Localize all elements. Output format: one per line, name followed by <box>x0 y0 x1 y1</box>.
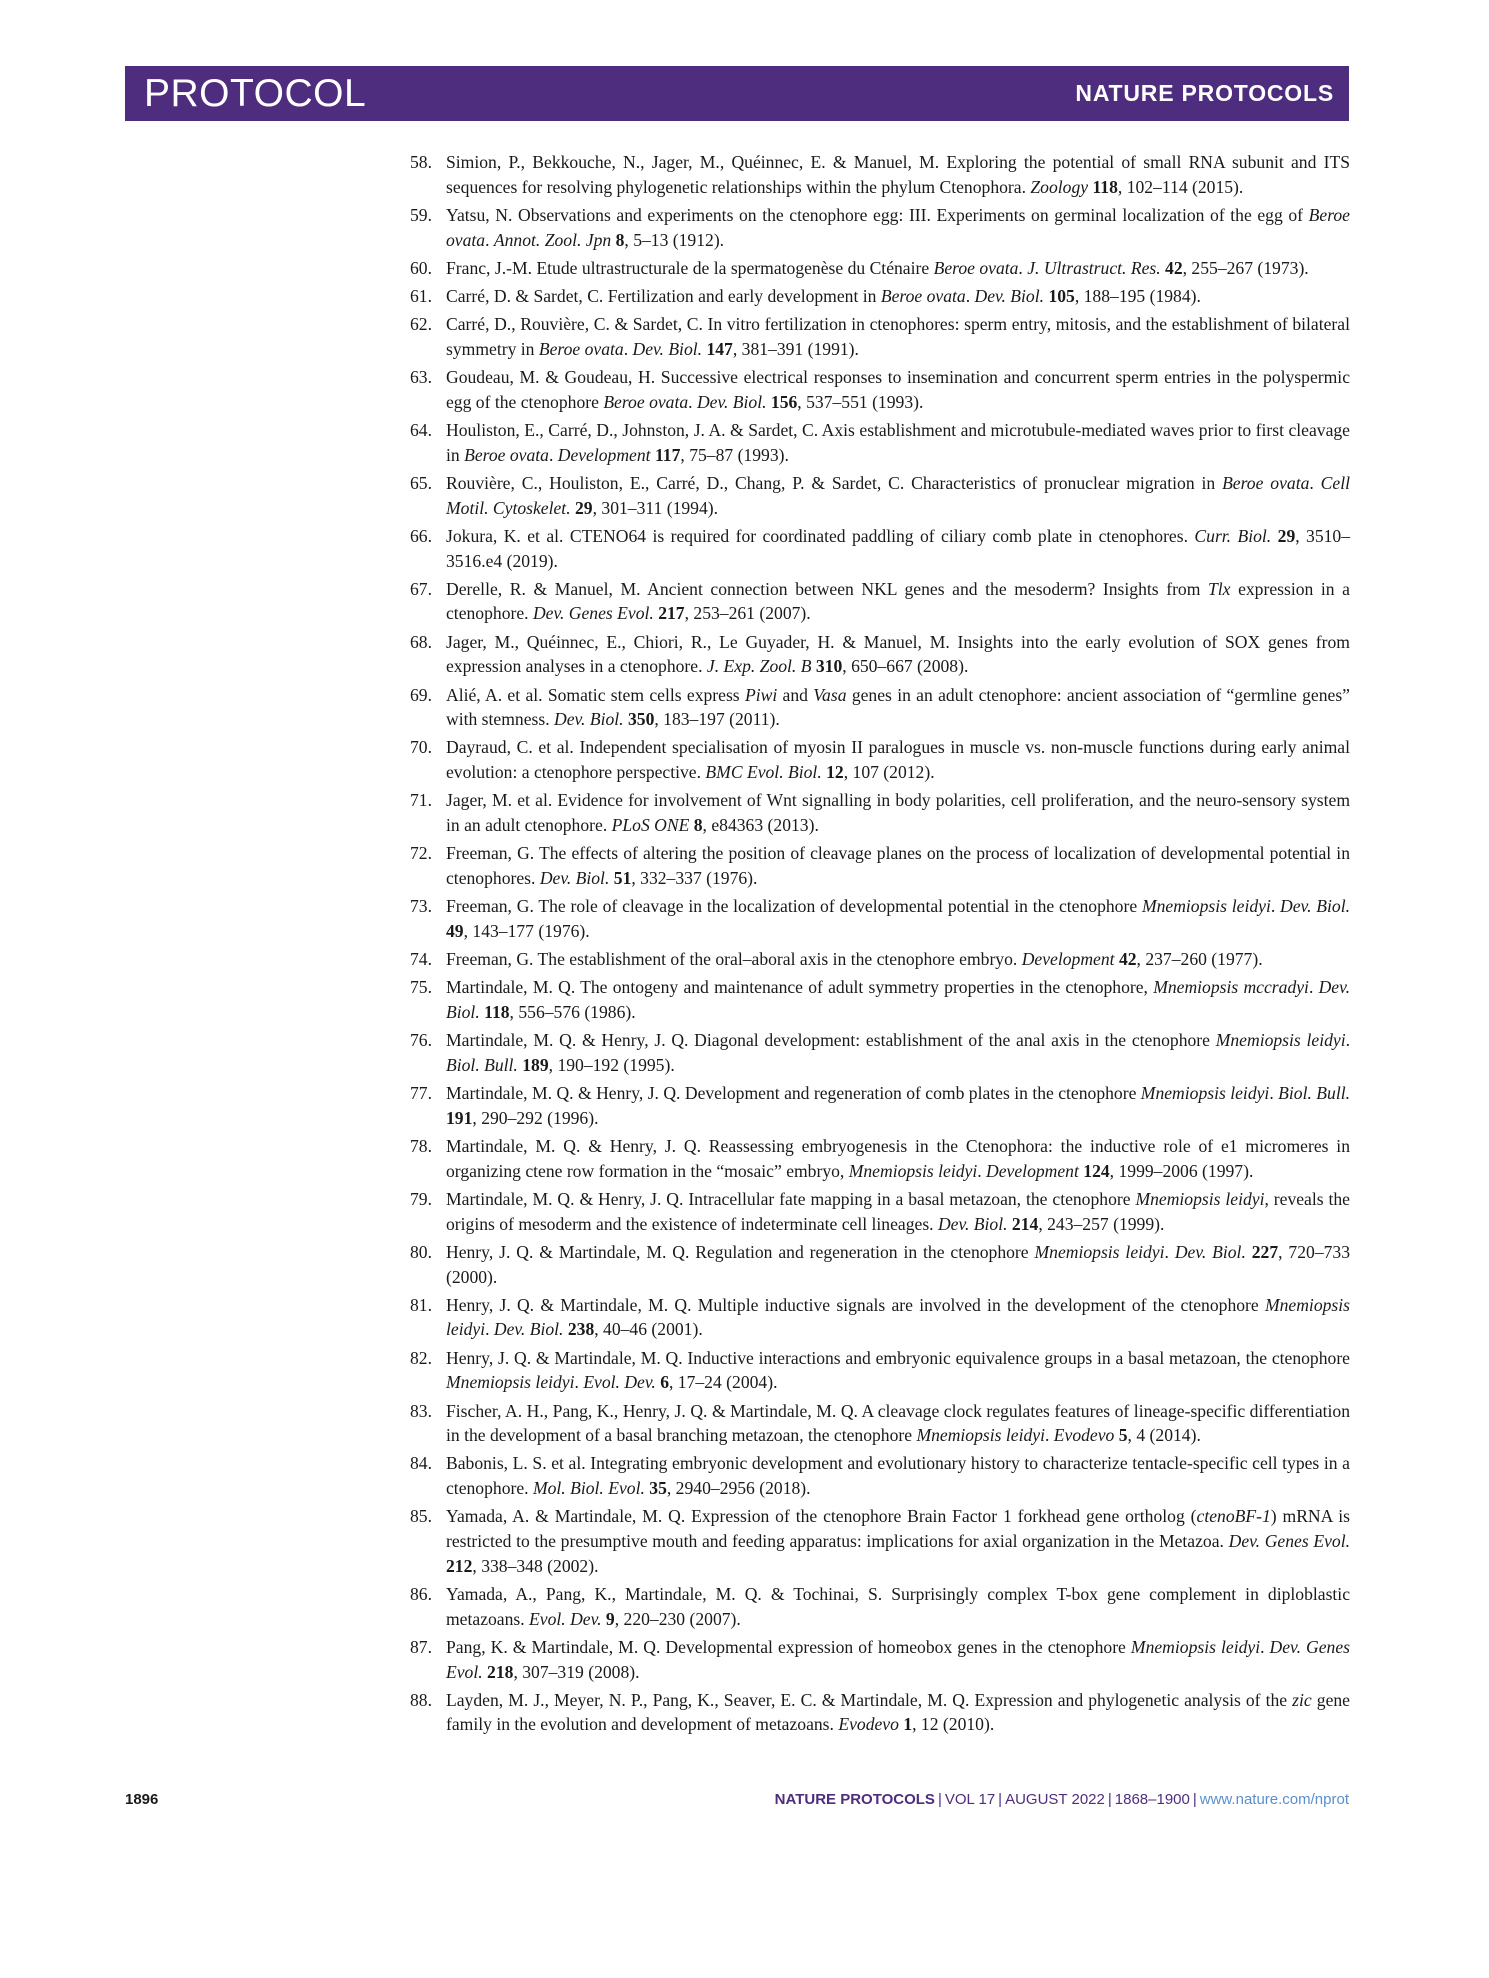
reference-item <box>410 1081 1350 1130</box>
reference-number: 74. <box>410 949 432 970</box>
reference-item <box>410 1451 1350 1500</box>
reference-text: Jager, M. et al. Evidence for involvement of Wnt signalling in body polarities, cell proliferation, and the neuro-sensory system in an adult ctenophore. PLoS ONE 8, e84363 (2013). <box>446 790 1350 836</box>
reference-number: 67. <box>410 578 432 599</box>
reference-number: 62. <box>410 314 432 335</box>
reference-text: Rouvière, C., Houliston, E., Carré, D., Chang, P. & Sardet, C. Characteristics of pronuclear migration in Beroe ovata. Cell Motil. Cytoskelet. 29, 301–311 (1994). <box>446 472 1350 518</box>
footer-pages: 1868–1900 <box>1114 1791 1190 1808</box>
reference-number: 69. <box>410 684 432 705</box>
reference-item <box>410 683 1350 732</box>
footer-citation <box>775 1791 1349 1808</box>
reference-text: Babonis, L. S. et al. Integrating embryonic development and evolutionary history to characterize tentacle-specific cell types in a ctenophore. Mol. Biol. Evol. 35, 2940–2956 (2018). <box>446 1453 1350 1499</box>
footer-separator: | <box>1192 1791 1197 1808</box>
reference-item <box>410 894 1350 943</box>
reference-item <box>410 1582 1350 1631</box>
reference-item <box>410 577 1350 626</box>
reference-text: Freeman, G. The role of cleavage in the localization of developmental potential in the ctenophore Mnemiopsis leidyi. Dev. Biol. 49, 143–177 (1976). <box>446 896 1350 941</box>
reference-item <box>410 1028 1350 1077</box>
footer-separator: | <box>937 1791 942 1808</box>
reference-text: Martindale, M. Q. The ontogeny and maintenance of adult symmetry properties in the ctenophore, Mnemiopsis mccradyi. Dev. Biol. 118, 556–576 (1986). <box>446 977 1350 1022</box>
reference-item <box>410 1504 1350 1578</box>
reference-text: Carré, D. & Sardet, C. Fertilization and early development in Beroe ovata. Dev. Biol. 105, 188–195 (1984). <box>446 286 1201 307</box>
reference-text: Fischer, A. H., Pang, K., Henry, J. Q. & Martindale, M. Q. A cleavage clock regulates features of lineage-specific differentiation in the development of a basal branching metazoan, the ctenophore Mnemiopsis leidyi. Evodevo 5, 4 (2014). <box>446 1400 1350 1446</box>
reference-number: 63. <box>410 367 432 388</box>
reference-list <box>410 150 1350 1741</box>
reference-item <box>410 735 1350 784</box>
page-footer <box>125 1791 1349 1811</box>
reference-item <box>410 256 1350 281</box>
reference-number: 59. <box>410 204 432 225</box>
reference-number: 88. <box>410 1689 432 1710</box>
reference-item <box>410 524 1350 573</box>
footer-separator: | <box>998 1791 1003 1808</box>
footer-volume: VOL 17 <box>944 1791 996 1808</box>
reference-item <box>410 841 1350 890</box>
reference-item <box>410 1187 1350 1236</box>
reference-text: Carré, D., Rouvière, C. & Sardet, C. In vitro fertilization in ctenophores: sperm entry, mitosis, and the establishment of bilateral symmetry in Beroe ovata. Dev. Biol. 147, 381–391 (1991). <box>446 314 1350 359</box>
reference-text: Henry, J. Q. & Martindale, M. Q. Inductive interactions and embryonic equivalence groups in a basal metazoan, the ctenophore Mnemiopsis leidyi. Evol. Dev. 6, 17–24 (2004). <box>446 1347 1350 1393</box>
reference-text: Jager, M., Quéinnec, E., Chiori, R., Le Guyader, H. & Manuel, M. Insights into the early evolution of SOX genes from expression analyses in a ctenophore. J. Exp. Zool. B 310, 650–667 (2008). <box>446 631 1350 677</box>
footer-journal: NATURE PROTOCOLS <box>774 1791 935 1808</box>
reference-text: Henry, J. Q. & Martindale, M. Q. Multiple inductive signals are involved in the development of the ctenophore Mnemiopsis leidyi. Dev. Biol. 238, 40–46 (2001). <box>446 1294 1350 1340</box>
page-number: 1896 <box>125 1791 159 1808</box>
reference-item <box>410 1635 1350 1684</box>
reference-item <box>410 1240 1350 1289</box>
reference-text: Goudeau, M. & Goudeau, H. Successive electrical responses to insemination and concurrent sperm entries in the polyspermic egg of the ctenophore Beroe ovata. Dev. Biol. 156, 537–551 (1993). <box>446 367 1350 412</box>
reference-item <box>410 630 1350 679</box>
reference-number: 78. <box>410 1136 432 1157</box>
reference-text: Layden, M. J., Meyer, N. P., Pang, K., Seaver, E. C. & Martindale, M. Q. Expression and phylogenetic analysis of the zic gene family in the evolution and development of metazoans. Evodevo 1, 12 (2010). <box>446 1689 1350 1735</box>
reference-number: 68. <box>410 631 432 652</box>
reference-item <box>410 1688 1350 1737</box>
journal-name: NATURE PROTOCOLS <box>1075 80 1334 106</box>
reference-number: 85. <box>410 1506 432 1527</box>
footer-date: AUGUST 2022 <box>1005 1791 1105 1808</box>
journal-header-bar <box>125 66 1349 121</box>
reference-item <box>410 788 1350 837</box>
reference-number: 77. <box>410 1083 432 1104</box>
reference-number: 79. <box>410 1188 432 1209</box>
reference-number: 70. <box>410 737 432 758</box>
reference-number: 83. <box>410 1400 432 1421</box>
reference-item <box>410 471 1350 520</box>
section-label: PROTOCOL <box>144 72 367 115</box>
reference-text: Derelle, R. & Manuel, M. Ancient connection between NKL genes and the mesoderm? Insights from Tlx expression in a ctenophore. Dev. Genes Evol. 217, 253–261 (2007). <box>446 578 1350 624</box>
reference-number: 84. <box>410 1453 432 1474</box>
reference-text: Franc, J.-M. Etude ultrastructurale de la spermatogenèse du Cténaire Beroe ovata. J. Ultrastruct. Res. 42, 255–267 (1973). <box>446 257 1309 278</box>
reference-item <box>410 203 1350 252</box>
reference-item <box>410 312 1350 361</box>
reference-text: Yamada, A., Pang, K., Martindale, M. Q. & Tochinai, S. Surprisingly complex T-box gene complement in diploblastic metazoans. Evol. Dev. 9, 220–230 (2007). <box>446 1583 1350 1629</box>
reference-text: Martindale, M. Q. & Henry, J. Q. Reassessing embryogenesis in the Ctenophora: the inductive role of e1 micromeres in organizing ctene row formation in the “mosaic” embryo, Mnemiopsis leidyi. Development 124, 1999–2006 (1997). <box>446 1136 1350 1181</box>
journal-url-link[interactable]: www.nature.com/nprot <box>1199 1791 1349 1808</box>
reference-item <box>410 284 1350 309</box>
reference-number: 71. <box>410 790 432 811</box>
reference-item <box>410 150 1350 199</box>
reference-number: 80. <box>410 1241 432 1262</box>
reference-text: Freeman, G. The effects of altering the position of cleavage planes on the process of localization of developmental potential in ctenophores. Dev. Biol. 51, 332–337 (1976). <box>446 843 1350 888</box>
reference-text: Houliston, E., Carré, D., Johnston, J. A. & Sardet, C. Axis establishment and microtubule-mediated waves prior to first cleavage in Beroe ovata. Development 117, 75–87 (1993). <box>446 420 1350 465</box>
reference-number: 87. <box>410 1636 432 1657</box>
reference-item <box>410 1293 1350 1342</box>
reference-item <box>410 975 1350 1024</box>
reference-item <box>410 1346 1350 1395</box>
reference-text: Yamada, A. & Martindale, M. Q. Expression of the ctenophore Brain Factor 1 forkhead gene ortholog (ctenoBF-1) mRNA is restricted to the presumptive mouth and feeding apparatus: implications for axial organization in the Metazoa. Dev. Genes Evol. 212, 338–348 (2002). <box>446 1506 1350 1576</box>
reference-item <box>410 1134 1350 1183</box>
reference-number: 64. <box>410 420 432 441</box>
reference-text: Henry, J. Q. & Martindale, M. Q. Regulation and regeneration in the ctenophore Mnemiopsis leidyi. Dev. Biol. 227, 720–733 (2000). <box>446 1241 1351 1287</box>
reference-number: 66. <box>410 525 432 546</box>
reference-text: Martindale, M. Q. & Henry, J. Q. Diagonal development: establishment of the anal axis in the ctenophore Mnemiopsis leidyi. Biol. Bull. 189, 190–192 (1995). <box>446 1030 1350 1075</box>
reference-item <box>410 365 1350 414</box>
reference-number: 81. <box>410 1294 432 1315</box>
reference-number: 72. <box>410 843 432 864</box>
reference-number: 60. <box>410 257 432 278</box>
reference-number: 86. <box>410 1583 432 1604</box>
reference-item <box>410 1399 1350 1448</box>
reference-number: 58. <box>410 152 432 172</box>
reference-number: 61. <box>410 286 432 307</box>
reference-text: Freeman, G. The establishment of the oral–aboral axis in the ctenophore embryo. Development 42, 237–260 (1977). <box>446 949 1263 970</box>
reference-item <box>410 418 1350 467</box>
reference-text: Jokura, K. et al. CTENO64 is required for coordinated paddling of ciliary comb plate in ctenophores. Curr. Biol. 29, 3510–3516.e4 (2019). <box>446 525 1351 571</box>
footer-separator: | <box>1107 1791 1112 1808</box>
reference-number: 82. <box>410 1347 432 1368</box>
reference-number: 73. <box>410 896 432 917</box>
reference-item <box>410 947 1350 972</box>
reference-number: 65. <box>410 472 432 493</box>
reference-text: Martindale, M. Q. & Henry, J. Q. Intracellular fate mapping in a basal metazoan, the ctenophore Mnemiopsis leidyi, reveals the origins of mesoderm and the existence of indeterminate cell lineages. Dev. Biol. 214, 243–257 (1999). <box>446 1188 1350 1234</box>
reference-number: 75. <box>410 977 432 998</box>
reference-text: Yatsu, N. Observations and experiments on the ctenophore egg: III. Experiments on germinal localization of the egg of Beroe ovata. Annot. Zool. Jpn 8, 5–13 (1912). <box>446 204 1350 250</box>
reference-text: Martindale, M. Q. & Henry, J. Q. Development and regeneration of comb plates in the ctenophore Mnemiopsis leidyi. Biol. Bull. 191, 290–292 (1996). <box>446 1083 1350 1128</box>
reference-text: Simion, P., Bekkouche, N., Jager, M., Quéinnec, E. & Manuel, M. Exploring the potential of small RNA subunit and ITS sequences for resolving phylogenetic relationships within the phylum Ctenophora. Zoology 118, 102–114 (2015). <box>446 152 1350 197</box>
reference-text: Pang, K. & Martindale, M. Q. Developmental expression of homeobox genes in the ctenophore Mnemiopsis leidyi. Dev. Genes Evol. 218, 307–319 (2008). <box>446 1636 1350 1682</box>
reference-text: Dayraud, C. et al. Independent specialisation of myosin II paralogues in muscle vs. non-muscle functions during early animal evolution: a ctenophore perspective. BMC Evol. Biol. 12, 107 (2012). <box>446 737 1350 783</box>
reference-text: Alié, A. et al. Somatic stem cells express Piwi and Vasa genes in an adult ctenophore: ancient association of “germline genes” with stemness. Dev. Biol. 350, 183–197 (2011). <box>446 684 1350 730</box>
reference-number: 76. <box>410 1030 432 1051</box>
